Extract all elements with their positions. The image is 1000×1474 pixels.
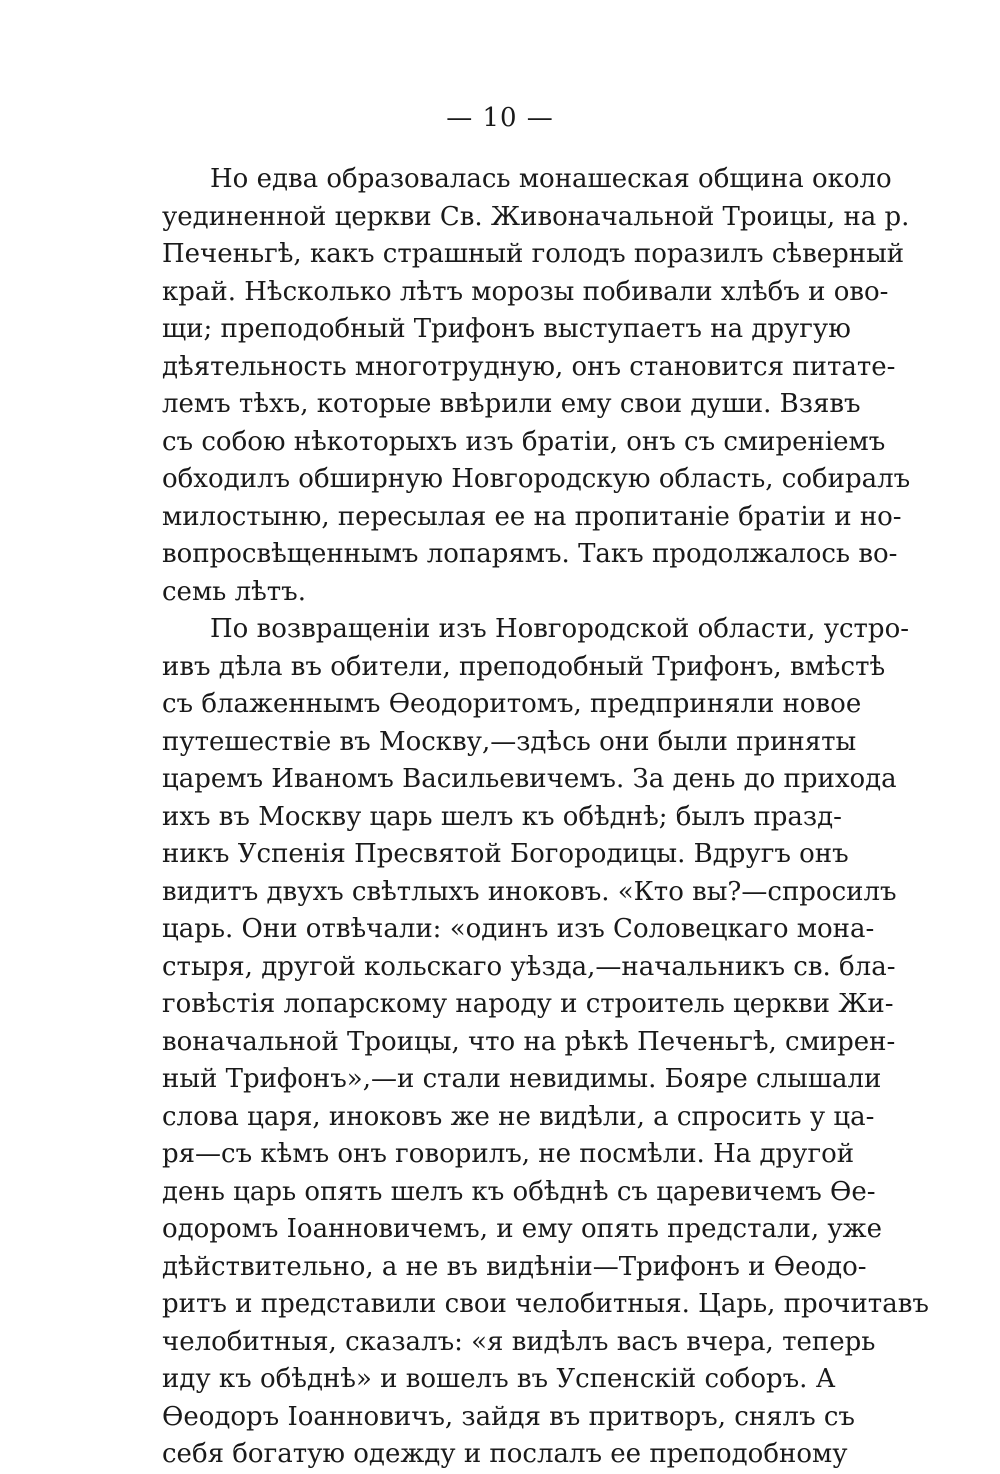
text-line: вопросвѣщеннымъ лопарямъ. Такъ продолжалось во- [162,539,898,569]
text-line: видитъ двухъ свѣтлыхъ иноковъ. «Кто вы?—спросилъ [162,876,897,907]
text-line: говѣстія лопарскому народу и строитель церкви Жи- [162,989,894,1019]
text-line: царемъ Иваномъ Васильевичемъ. За день до прихода [162,764,897,794]
text-line: Ѳеодоръ Іоанновичъ, зайдя въ притворъ, снялъ съ [162,1401,855,1432]
text-line: дѣятельность многотрудную, онъ становится питате- [162,351,896,382]
text-line: съ блаженнымъ Ѳеодоритомъ, предприняли новое [162,689,862,719]
text-line: Печеньгѣ, какъ страшный голодъ поразилъ сѣверный [162,239,905,269]
text-line: семь лѣтъ. [162,576,306,607]
paragraph-1 [162,161,911,611]
text-line: ритъ и представили свои челобитныя. Царь, прочитавъ [162,1289,929,1319]
text-line: одоромъ Іоанновичемъ, и ему опять предстали, уже [162,1214,882,1244]
text-line: лемъ тѣхъ, которые ввѣрили ему свои души. Взявъ [162,389,861,419]
text-line: ря—съ кѣмъ онъ говорилъ, не посмѣли. На другой [162,1139,855,1169]
text-line: щи; преподобный Трифонъ выступаетъ на другую [162,314,851,344]
page-number: — 10 — [446,103,554,133]
text-line: съ собою нѣкоторыхъ изъ братіи, онъ съ смиреніемъ [162,426,886,457]
text-line: иду къ обѣднѣ» и вошелъ въ Успенскій соборъ. А [162,1364,836,1394]
paragraph-2 [162,611,929,1474]
text-line: царь. Они отвѣчали: «одинъ изъ Соловецкаго мона- [162,914,875,944]
text-line: край. Нѣсколько лѣтъ морозы побивали хлѣбъ и ово- [162,276,889,307]
text-line: милостыню, пересылая ее на пропитаніе братіи и но- [162,501,902,532]
text-line: воначальной Троицы, что на рѣкѣ Печеньгѣ, смирен- [162,1026,896,1057]
text-line: никъ Успенія Пресвятой Богородицы. Вдругъ онъ [162,839,849,869]
text-line: уединенной церкви Св. Живоначальной Троицы, на р. [162,201,910,232]
body-text [162,161,929,1474]
text-line: слова царя, иноковъ же не видѣли, а спросить у ца- [162,1101,875,1132]
text-line: путешествіе въ Москву,—здѣсь они были приняты [162,726,857,757]
text-line: обходилъ обширную Новгородскую область, собиралъ [162,464,911,494]
text-line: дѣйствительно, а не въ видѣніи—Трифонъ и Ѳеодо- [162,1251,867,1282]
text-line: ивъ дѣла въ обители, преподобный Трифонъ, вмѣстѣ [162,651,886,682]
text-line: По возвращеніи изъ Новгородской области, устро- [210,614,910,644]
text-line: ный Трифонъ»,—и стали невидимы. Бояре слышали [162,1064,882,1094]
text-line: ихъ въ Москву царь шелъ къ обѣднѣ; былъ празд- [162,801,842,832]
text-line: день царь опять шелъ къ обѣднѣ съ царевичемъ Ѳе- [162,1176,876,1207]
text-line: стыря, другой кольскаго уѣзда,—начальникъ св. бла- [162,951,896,982]
text-line: Но едва образовалась монашеская община около [210,164,892,194]
text-line: челобитныя, сказалъ: «я видѣлъ васъ вчера, теперь [162,1326,876,1357]
text-line: себя богатую одежду и послалъ ее преподобному [162,1439,848,1469]
